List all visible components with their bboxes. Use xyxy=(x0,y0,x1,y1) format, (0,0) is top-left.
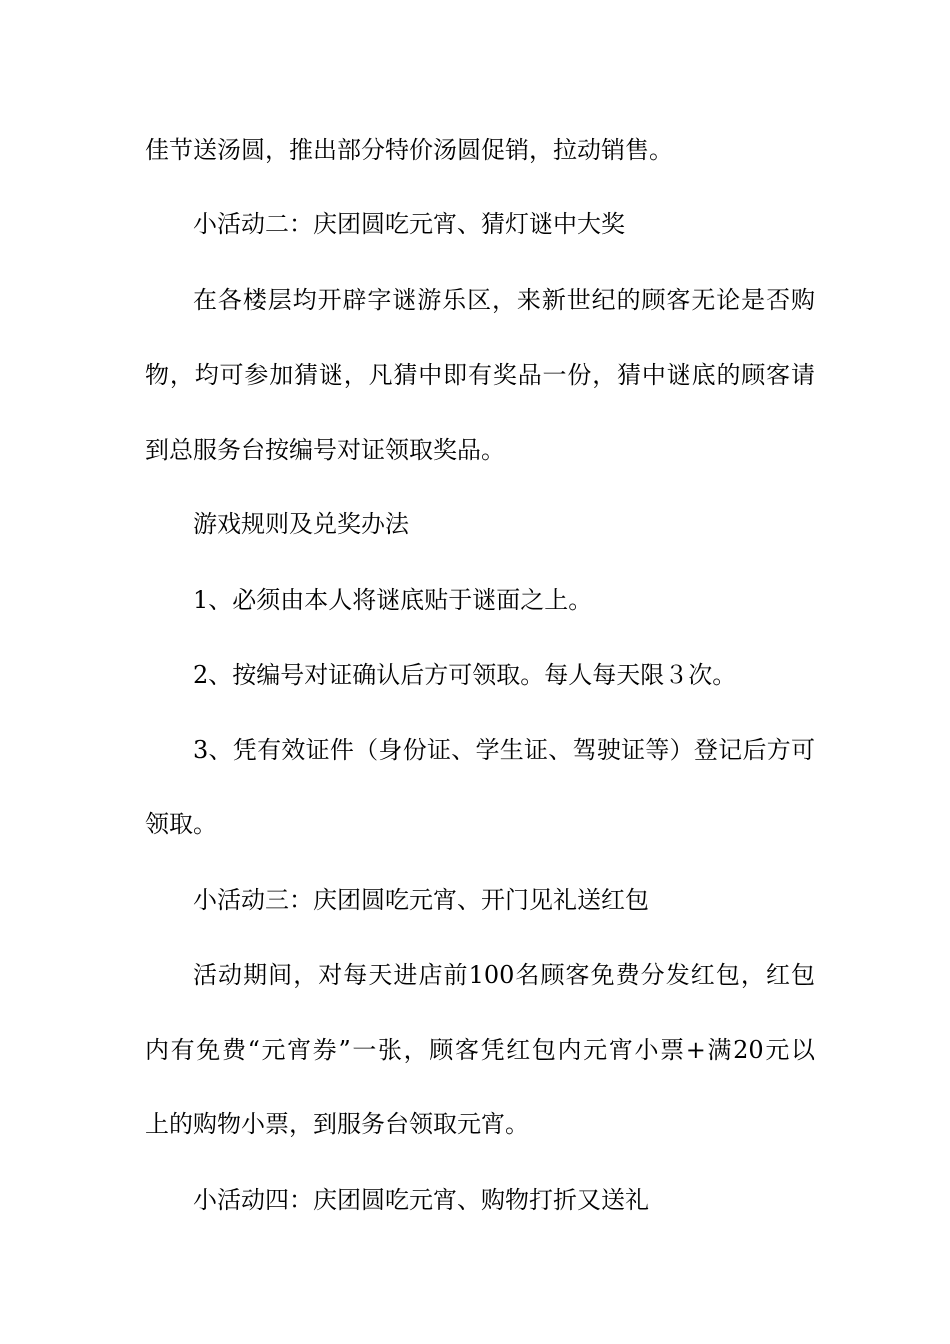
section-heading: 小活动二：庆团圆吃元宵、猜灯谜中大奖 xyxy=(193,210,625,238)
section-heading: 小活动三：庆团圆吃元宵、开门见礼送红包 xyxy=(193,886,649,914)
paragraph-line: 内有免费“元宵券”一张，顾客凭红包内元宵小票+满20元以 xyxy=(145,1036,815,1064)
paragraph-line: 活动期间，对每天进店前100名顾客免费分发红包，红包 xyxy=(193,961,815,989)
paragraph-line: 在各楼层均开辟字谜游乐区，来新世纪的顾客无论是否购 xyxy=(193,286,815,314)
list-item: 1、必须由本人将谜底贴于谜面之上。 xyxy=(193,586,593,614)
paragraph-line: 佳节送汤圆，推出部分特价汤圆促销，拉动销售。 xyxy=(145,136,673,164)
section-heading: 小活动四：庆团圆吃元宵、购物打折又送礼 xyxy=(193,1186,649,1214)
paragraph-line: 领取。 xyxy=(145,810,217,838)
paragraph-line: 物，均可参加猜谜，凡猜中即有奖品一份，猜中谜底的顾客请 xyxy=(145,361,815,389)
paragraph-line: 上的购物小票，到服务台领取元宵。 xyxy=(145,1110,529,1138)
list-item: 2、按编号对证确认后方可领取。每人每天限３次。 xyxy=(193,661,737,689)
paragraph-line: 到总服务台按编号对证领取奖品。 xyxy=(145,436,505,464)
list-item: 3、凭有效证件（身份证、学生证、驾驶证等）登记后方可 xyxy=(193,736,815,764)
section-heading: 游戏规则及兑奖办法 xyxy=(193,510,409,538)
